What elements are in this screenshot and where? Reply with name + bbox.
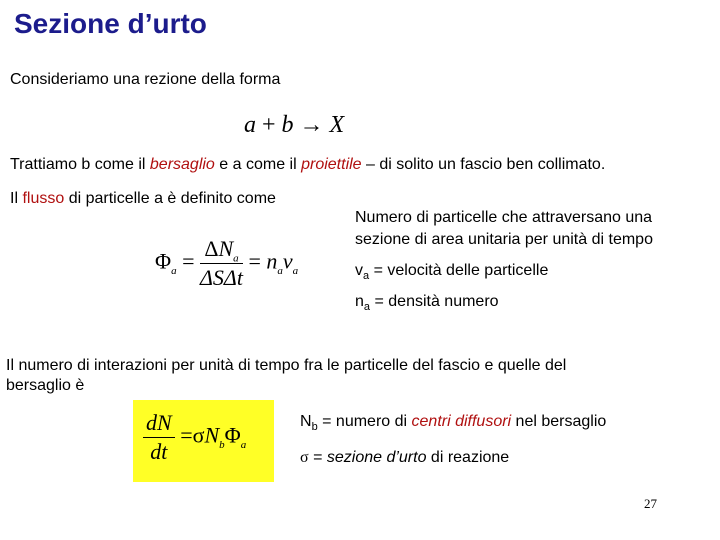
reaction-plus: + (262, 112, 276, 138)
phi-subscript: a (171, 264, 177, 277)
flux-equation: $\Phi_a$ = $\frac{\Delta N_a}{\text{ΔSΔt}}$ = $n_av_a$ (155, 236, 299, 290)
reaction-arrow: → (299, 112, 324, 138)
velocity-symbol: v (282, 248, 293, 274)
flux-numerator: $\Delta N_a$ (200, 236, 243, 264)
target-text-part1: Trattiamo b come il (10, 156, 150, 173)
flux-definition-text (10, 189, 276, 208)
rate-fraction (143, 410, 175, 465)
density-definition: $n_a$ = densità numero (355, 293, 499, 314)
rate-numerator: dN (143, 410, 175, 438)
flux-denominator: ΔSΔt (200, 265, 243, 290)
rate-equation: $\frac{dN}{dt}$ $=\sigma N_b\Phi_a$ (143, 410, 246, 465)
nb-definition: $N_b$ = numero di centri diffusori nel bersaglio (300, 413, 607, 434)
centri-diffusori-term: centri diffusori (411, 413, 512, 430)
target-text-part3: – di solito un fascio ben collimato. (361, 156, 606, 173)
flux-text-part2: di particelle a è definito come (64, 190, 276, 207)
sezione-urto-term: sezione d’urto (326, 449, 427, 466)
velocity-definition: $v_a$ = velocità delle particelle (355, 262, 549, 283)
reaction-equation (244, 112, 344, 139)
slide-title: Sezione d’urto (14, 8, 207, 39)
interaction-line2: bersaglio è (6, 377, 85, 394)
equals-sign: = (182, 248, 195, 274)
intro-text: Consideriamo una rezione della forma (10, 71, 281, 88)
interaction-line1: Il numero di interazioni per unità di tempo fra le particelle del fascio e quelle del (6, 357, 567, 374)
density-symbol: n (266, 248, 278, 274)
reaction-x: X (329, 112, 345, 138)
flux-description (355, 207, 653, 251)
flux-text-part1: Il (10, 190, 23, 207)
target-projectile-text (10, 155, 605, 174)
bersaglio-term: bersaglio (149, 156, 215, 173)
interaction-text (6, 356, 566, 396)
reaction-a: a (244, 112, 256, 138)
phi-symbol: Φ (155, 248, 172, 274)
flux-fraction (200, 236, 243, 291)
reaction-b: b (281, 112, 294, 138)
equals-sign-2: = (248, 248, 261, 274)
flux-description-line1: Numero di particelle che attraversano una (355, 209, 653, 226)
flusso-term: flusso (22, 190, 65, 207)
proiettile-term: proiettile (301, 156, 362, 173)
target-text-part2: e a come il (214, 156, 302, 173)
sigma-symbol: σ (192, 422, 205, 448)
rate-denominator: dt (150, 439, 168, 464)
sigma-definition: σ = sezione d’urto di reazione (300, 449, 510, 466)
page-number: 27 (644, 496, 657, 511)
flux-description-line2: sezione di area unitaria per unità di tempo (355, 231, 653, 248)
